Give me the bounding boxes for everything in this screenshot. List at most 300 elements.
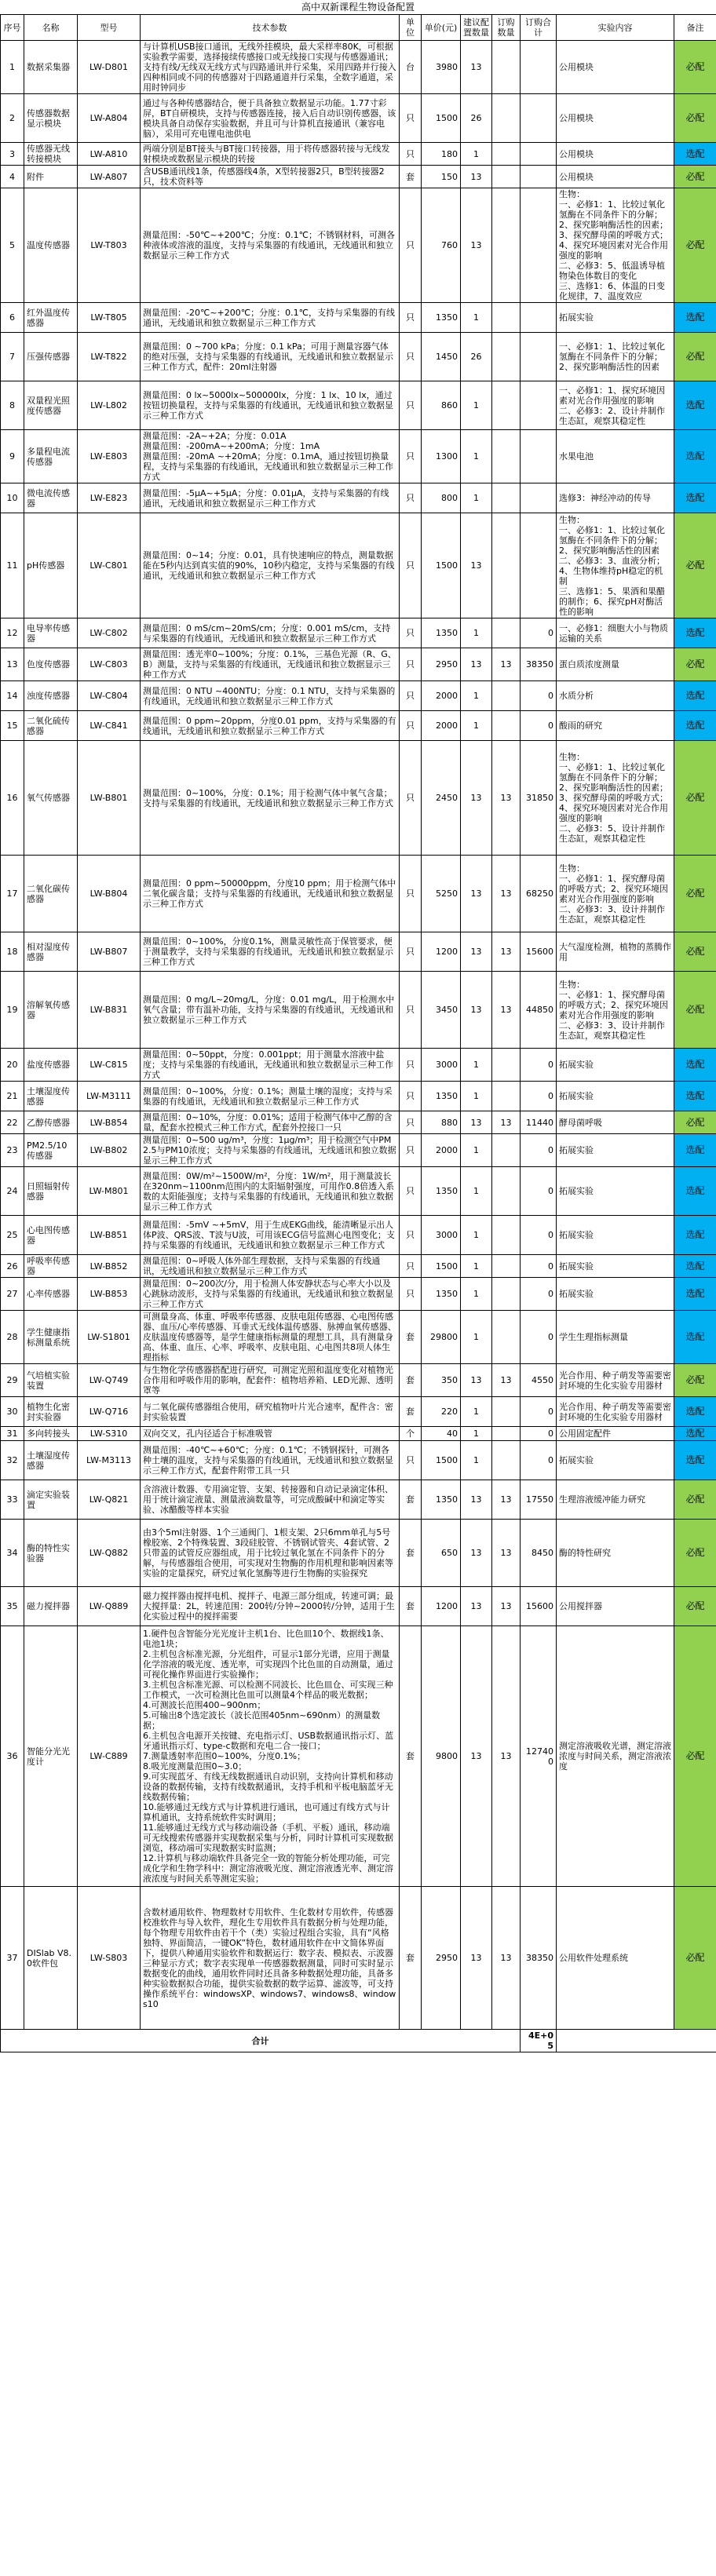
experiment-content: 公用固定配件 (557, 1427, 674, 1441)
unit-price: 2000 (422, 681, 461, 711)
unit-price: 2000 (422, 1134, 461, 1167)
unit-price: 1450 (422, 333, 461, 381)
equipment-name: 相对湿度传感器 (24, 932, 78, 972)
suggested-qty: 1 (461, 381, 492, 430)
config-note: 选配 (674, 1397, 716, 1427)
unit: 只 (400, 1082, 422, 1111)
experiment-content: 水果电池 (557, 430, 674, 483)
suggested-qty: 1 (461, 1441, 492, 1480)
table-row (1, 932, 716, 972)
suggested-qty: 13 (461, 1480, 492, 1520)
unit-price: 9800 (422, 1626, 461, 1887)
technical-spec: 由3个5ml注射器、1个三通阀门、1根支架、2只6mm单孔与5号橡胶塞、2个特殊装置、3段硅胶管、不锈钢试管夹、4套试管、2只带盖的试管反应器组成，用于比较过氧化氢在不同条件下的分解，与传感器组合使用，可实现对生物酶的作用机理和影响因素等实验的定量探究，研究过氧化氢酶等进行生物酶的实验探究 (141, 1520, 400, 1587)
unit-price: 860 (422, 381, 461, 430)
technical-spec: 测量范围：0 NTU ~400NTU；分度：0.1 NTU，支持与采集器的有线通讯，无线通讯和独立数据显示三种工作方式 (141, 681, 400, 711)
technical-spec: 与生物化学传感器搭配进行研究，可测定光照和温度变化对植物光合作用和呼吸作用的影响，配套件：植物培养箱、LED光源、透明罩等 (141, 1364, 400, 1397)
model-number: LW-B852 (78, 1255, 141, 1278)
table-row (1, 333, 716, 381)
config-note: 必配 (674, 1111, 716, 1134)
suggested-qty: 1 (461, 711, 492, 741)
experiment-content: 光合作用、种子萌发等需要密封环境的生化实验专用器材 (557, 1397, 674, 1427)
experiment-content: 拓展实验 (557, 1134, 674, 1167)
technical-spec: 测量范围：0~100%，分度0.1%，测量灵敏性高于保管要求，便于测量教学，支持与采集器的有线通讯，无线通讯和独立数据显示三种工作方式 (141, 932, 400, 972)
row-number: 34 (1, 1520, 24, 1587)
suggested-qty: 13 (461, 513, 492, 618)
model-number: LW-S1801 (78, 1311, 141, 1364)
order-total (521, 513, 557, 618)
experiment-content: 生物： 一、必修1：1、探究酵母菌的呼吸方式；2、探究环境因素对光合作用强度的影响 二、必修3：3、设计并制作生态缸，观察其稳定性 (557, 972, 674, 1049)
suggested-qty: 1 (461, 1134, 492, 1167)
model-number: LW-B801 (78, 741, 141, 856)
equipment-name: 温度传感器 (24, 188, 78, 303)
technical-spec: 含溶液计数器、专用滴定管、支架、转接器和自动记录滴定体积、用于统计滴定液量、测量液滴数量等，可完成酸碱中和滴定等实验、冰醋酸等样本实验 (141, 1480, 400, 1520)
equipment-name: 智能分光光度计 (24, 1626, 78, 1887)
config-note: 必配 (674, 741, 716, 856)
experiment-content: 公用搅拌器 (557, 1587, 674, 1626)
model-number: LW-B831 (78, 972, 141, 1049)
row-number: 20 (1, 1049, 24, 1082)
suggested-qty: 1 (461, 1427, 492, 1441)
table-row (1, 188, 716, 303)
unit: 只 (400, 143, 422, 166)
technical-spec: 测量范围：0~50ppt，分度：0.001ppt；用于测量水溶液中盐度；支持与采集器的有线通讯，无线通讯和独立数据显示三种工作方式 (141, 1049, 400, 1082)
order-qty: 13 (492, 972, 521, 1049)
order-qty (492, 1311, 521, 1364)
suggested-qty: 1 (461, 1167, 492, 1216)
config-note: 选配 (674, 1049, 716, 1082)
order-total (521, 188, 557, 303)
unit-price: 40 (422, 1427, 461, 1441)
suggested-qty: 26 (461, 94, 492, 143)
experiment-content: 选修3：神经冲动的传导 (557, 483, 674, 513)
equipment-name: PM2.5/10传感器 (24, 1134, 78, 1167)
unit-price: 220 (422, 1397, 461, 1427)
table-row (1, 1397, 716, 1427)
technical-spec: 测量范围：0~14；分度：0.01，具有快速响应的特点，测量数据能在5秒内达到真实值的90%，10秒内稳定，支持与采集器的有线通讯，无线通讯和独立数据显示三种工作方式 (141, 513, 400, 618)
experiment-content: 水质分析 (557, 681, 674, 711)
suggested-qty: 1 (461, 1216, 492, 1255)
suggested-qty: 1 (461, 1255, 492, 1278)
suggested-qty: 13 (461, 1587, 492, 1626)
unit: 只 (400, 513, 422, 618)
technical-spec: 测量范围：-40℃~+60℃；分度：0.1℃；不锈钢探针，可测各种土壤的温度，支持与采集器的有线通讯，无线通讯和独立数据显示三种工作方式，配套件附带工具一只 (141, 1441, 400, 1480)
row-number: 1 (1, 41, 24, 94)
order-total: 0 (521, 1311, 557, 1364)
order-qty (492, 143, 521, 166)
order-qty (492, 1441, 521, 1480)
unit-price: 1500 (422, 94, 461, 143)
technical-spec: 测量范围：0~10%，分度：0.01%；适用于检测气体中乙醇的含量，配套水控模式三种工作方式，配套外控接口一只 (141, 1111, 400, 1134)
equipment-name: 土壤湿度传感器 (24, 1441, 78, 1480)
row-number: 22 (1, 1111, 24, 1134)
unit-price: 760 (422, 188, 461, 303)
row-number: 16 (1, 741, 24, 856)
order-qty (492, 1216, 521, 1255)
table-row (1, 648, 716, 681)
order-total: 0 (521, 1397, 557, 1427)
equipment-name: 多向转接头 (24, 1427, 78, 1441)
order-total: 4550 (521, 1364, 557, 1397)
order-total: 38350 (521, 648, 557, 681)
column-header: 实验内容 (557, 15, 674, 41)
total-row (1, 2030, 716, 2052)
unit-price: 3980 (422, 41, 461, 94)
order-qty: 13 (492, 1626, 521, 1887)
model-number: LW-S803 (78, 1887, 141, 2030)
config-note: 选配 (674, 1255, 716, 1278)
column-header: 单位 (400, 15, 422, 41)
unit: 只 (400, 1049, 422, 1082)
technical-spec: 测量范围：-50℃~+200℃；分度：0.1℃；不锈钢材料，可测各种液体或溶液的温度，支持与采集器的有线通讯，无线通讯和独立数据显示三种工作方式 (141, 188, 400, 303)
unit: 只 (400, 483, 422, 513)
order-total: 0 (521, 1167, 557, 1216)
row-number: 6 (1, 303, 24, 333)
suggested-qty: 13 (461, 1364, 492, 1397)
order-total: 8450 (521, 1520, 557, 1587)
unit-price: 1500 (422, 513, 461, 618)
suggested-qty: 26 (461, 333, 492, 381)
suggested-qty: 13 (461, 856, 492, 932)
equipment-name: pH传感器 (24, 513, 78, 618)
model-number: LW-T822 (78, 333, 141, 381)
row-number: 15 (1, 711, 24, 741)
suggested-qty: 13 (461, 648, 492, 681)
order-total (521, 483, 557, 513)
unit-price: 1350 (422, 303, 461, 333)
row-number: 7 (1, 333, 24, 381)
column-header: 型号 (78, 15, 141, 41)
order-qty (492, 711, 521, 741)
order-qty: 13 (492, 1364, 521, 1397)
model-number: LW-B802 (78, 1134, 141, 1167)
config-note: 选配 (674, 618, 716, 648)
suggested-qty: 13 (461, 972, 492, 1049)
order-qty (492, 381, 521, 430)
row-number: 8 (1, 381, 24, 430)
model-number: LW-B807 (78, 932, 141, 972)
model-number: LW-C803 (78, 648, 141, 681)
row-number: 19 (1, 972, 24, 1049)
table-header-row (1, 15, 716, 41)
row-number: 11 (1, 513, 24, 618)
config-note: 选配 (674, 1441, 716, 1480)
order-total (521, 381, 557, 430)
table-row (1, 1167, 716, 1216)
unit: 只 (400, 856, 422, 932)
order-qty (492, 41, 521, 94)
equipment-name: 压强传感器 (24, 333, 78, 381)
technical-spec: 测量范围：0~100%，分度：0.1%；测量土壤的湿度；支持与采集器的有线通讯，无线通讯和独立数据显示三种工作方式 (141, 1082, 400, 1111)
unit: 套 (400, 1887, 422, 2030)
unit-price: 1350 (422, 1278, 461, 1311)
table-row (1, 741, 716, 856)
unit: 只 (400, 1111, 422, 1134)
config-note: 必配 (674, 513, 716, 618)
unit-price: 1500 (422, 1441, 461, 1480)
unit-price: 800 (422, 483, 461, 513)
unit: 只 (400, 1255, 422, 1278)
unit: 只 (400, 1134, 422, 1167)
order-qty (492, 483, 521, 513)
unit-price: 150 (422, 166, 461, 188)
row-number: 21 (1, 1082, 24, 1111)
table-row (1, 618, 716, 648)
order-qty (492, 333, 521, 381)
order-total (521, 166, 557, 188)
table-row (1, 1278, 716, 1311)
order-total (521, 41, 557, 94)
config-note: 选配 (674, 381, 716, 430)
order-total (521, 303, 557, 333)
config-note: 必配 (674, 1626, 716, 1887)
experiment-content: 拓展实验 (557, 1441, 674, 1480)
experiment-content: 生物： 一、必修1：1、比较过氧化氢酶在不同条件下的分解；2、探究影响酶活性的因素 二、必修3：3、血液分析；4、生物体维持pH稳定的机制 三、选修1：5、果酒和果醋的制作；6、探究pH对酶活性的影响 (557, 513, 674, 618)
equipment-name: 二氧化碳传感器 (24, 856, 78, 932)
order-total: 0 (521, 681, 557, 711)
row-number: 4 (1, 166, 24, 188)
unit-price: 1300 (422, 430, 461, 483)
row-number: 29 (1, 1364, 24, 1397)
config-note: 必配 (674, 932, 716, 972)
technical-spec: 测量范围：透光率0~100%；分度：0.1%，三基色光源（R、G、B）测量，支持与采集器的有线通讯，无线通讯和独立数据显示三种工作方式 (141, 648, 400, 681)
model-number: LW-T805 (78, 303, 141, 333)
equipment-name: 数据采集器 (24, 41, 78, 94)
unit: 个 (400, 1427, 422, 1441)
order-qty: 13 (492, 1520, 521, 1587)
unit-price: 1500 (422, 1255, 461, 1278)
column-header: 备注 (674, 15, 716, 41)
order-total: 0 (521, 1278, 557, 1311)
experiment-content: 一、必修1：1、比较过氧化氢酶在不同条件下的分解；2、探究影响酶活性的因素 (557, 333, 674, 381)
suggested-qty: 13 (461, 1887, 492, 2030)
equipment-name: 电导率传感器 (24, 618, 78, 648)
order-total: 15600 (521, 932, 557, 972)
unit: 套 (400, 1520, 422, 1587)
equipment-name: 微电流传感器 (24, 483, 78, 513)
order-total: 0 (521, 1441, 557, 1480)
order-qty: 13 (492, 932, 521, 972)
equipment-name: 溶解氧传感器 (24, 972, 78, 1049)
order-qty: 13 (492, 741, 521, 856)
suggested-qty: 13 (461, 41, 492, 94)
column-header: 建议配置数量 (461, 15, 492, 41)
experiment-content: 拓展实验 (557, 1167, 674, 1216)
unit: 只 (400, 381, 422, 430)
technical-spec: 双向交叉，孔内径适合于标准吸管 (141, 1427, 400, 1441)
order-total: 0 (521, 1082, 557, 1111)
unit: 套 (400, 1480, 422, 1520)
equipment-name: 乙醇传感器 (24, 1111, 78, 1134)
unit: 台 (400, 41, 422, 94)
experiment-content: 公用模块 (557, 41, 674, 94)
table-row (1, 1587, 716, 1626)
unit: 只 (400, 711, 422, 741)
unit-price: 180 (422, 143, 461, 166)
order-qty: 13 (492, 1887, 521, 2030)
row-number: 24 (1, 1167, 24, 1216)
technical-spec: 测量范围：0~100%，分度：0.1%；用于检测气体中氧气含量；支持与采集器的有线通讯，无线通讯和独立数据显示三种工作方式 (141, 741, 400, 856)
experiment-content: 公用模块 (557, 94, 674, 143)
order-qty (492, 681, 521, 711)
table-row (1, 513, 716, 618)
config-note: 必配 (674, 333, 716, 381)
table-row (1, 483, 716, 513)
technical-spec: 测量范围：-5mV ~+5mV，用于生成EKG曲线，能清晰显示出人体P波、QRS波、T波与U波，可用该ECG信号监测心电图变化；支持与采集器的有线通讯，无线通讯和独立数据显示三种工作方式 (141, 1216, 400, 1255)
row-number: 17 (1, 856, 24, 932)
order-qty (492, 1278, 521, 1311)
technical-spec: 1.硬件包含智能分光光度计主机1台、比色皿10个、数据线1条、电池1块； 2.主机包含标准光源，分光组件，可显示1部分光谱，应用于测量化学溶液的吸光度、透光率，可实现四个比色皿的自动测量，通过可视化操作界面进行实验操作； 3.主机包含标准光源、可以检测不同波长、比色皿仓、可实现三种工作模式，一次可检测比色皿可以测量4个样品的吸光数据； 4.可测波长范围400~900nm； 5.可输出8个选定波长（波长范围405nm~690nm）的测量数据； 6.主机包含电源开关按键、充电指示灯、USB数据通讯指示灯、蓝牙通讯指示灯、type-c数据和充电二合一接口； 7.测量透射率范围0~100%，分度0.1%； 8.吸光度测量范围0~3.0； 9.可实现蓝牙、有线无线数据通讯自动识别，支持向计算机和移动设备的数据传输，支持有线数据通讯，支持手机和平板电脑蓝牙无线数据传输； 10.能够通过无线方式与计算机进行通讯，也可通过有线方式与计算机通讯，支持系统软件实时调用； 11.能够通过无线方式与移动端设备（手机、平板）通讯，移动端可无线搜索传感器并实现数据采集与分析，同时计算机可实现数据浏览，移动端可实现数据实时监测； 12.计算机与移动端软件具备完全一致的智能分析处理功能，可完成化学和生物学科中：测定溶液吸光度、测定溶液透光率、测定溶液浓度与时间关系等测定实验； (141, 1626, 400, 1887)
model-number: LW-Q716 (78, 1397, 141, 1427)
model-number: LW-C801 (78, 513, 141, 618)
order-total (521, 333, 557, 381)
experiment-content: 拓展实验 (557, 1082, 674, 1111)
technical-spec: 测量范围：0~呼吸人体外部生理数据，支持与采集器的有线通讯，无线通讯和独立数据显示三种工作方式 (141, 1255, 400, 1278)
experiment-content: 拓展实验 (557, 303, 674, 333)
total-label: 合计 (1, 2030, 521, 2052)
table-row (1, 856, 716, 932)
equipment-name: 浊度传感器 (24, 681, 78, 711)
unit: 只 (400, 1441, 422, 1480)
model-number: LW-M3113 (78, 1441, 141, 1480)
equipment-name: 植物生化密封实验器 (24, 1397, 78, 1427)
unit-price: 1350 (422, 1480, 461, 1520)
model-number: LW-Q889 (78, 1587, 141, 1626)
config-note: 必配 (674, 856, 716, 932)
technical-spec: 测量范围：0W/m²~1500W/m²，分度：1W/m²，用于测量波长在320nm~1100nm范围内的太阳辐射强度，可用作0.8倍透入系数的太阳能强度；支持与采集器的有线通讯，无线通讯和独立数据显示三种工作方式 (141, 1167, 400, 1216)
technical-spec: 测量范围：0 lx~5000lx~500000lx，分度：1 lx、10 lx，通过按钮切换量程，支持与采集器的有线通讯，无线通讯和独立数据显示三种工作方式 (141, 381, 400, 430)
model-number: LW-Q821 (78, 1480, 141, 1520)
config-note: 选配 (674, 1082, 716, 1111)
equipment-name: 红外温度传感器 (24, 303, 78, 333)
config-note: 选配 (674, 1134, 716, 1167)
technical-spec: 测量范围：-20℃~+200℃；分度：0.1℃，支持与采集器的有线通讯，无线通讯和独立数据显示三种工作方式 (141, 303, 400, 333)
experiment-content: 生物： 一、必修1：1、比较过氧化氢酶在不同条件下的分解；2、探究影响酶活性的因素；3、探究酵母菌的呼吸方式；4、探究环境因素对光合作用强度的影响 二、必修3：5、低温诱导植物染色体数目的变化 三、选修1：6、体温的日变化规律，7、温度效应 (557, 188, 674, 303)
technical-spec: 含数材通用软件、物理数材专用软件、生化数材专用软件，传感器校准软件与导入软件，理化生专用软件具有数据分析与处理功能，每个物理专用软件由若干个（类）实验过程组合实验，具有“风格独特、界面简洁，一键OK”特色，数材通用软件在中文简体界面下，提供八种通用实验软件和数据运行：数字表、模拟表、示波器三种显示方式；数字表实现单一传感器数据测量，同时可实时显示数据变化的曲线，通用软件同时还具备多种数据处理功能，具备多种实验数据拟合功能，提供实验数据的数学运算、滤波等，可支持操作系统平台：windowsXP、windows7、windows8、windows10 (141, 1887, 400, 2030)
equipment-name: 多量程电流传感器 (24, 430, 78, 483)
suggested-qty: 13 (461, 1520, 492, 1587)
row-number: 9 (1, 430, 24, 483)
order-qty (492, 94, 521, 143)
table-row (1, 41, 716, 94)
order-qty: 13 (492, 1480, 521, 1520)
technical-spec: 含USB通讯线1条，传感器线4条，X型转接器2只，B型转接器2只，技术资料等 (141, 166, 400, 188)
technical-spec: 测量范围：-5μA~+5μA；分度：0.01μA，支持与采集器的有线通讯，无线通讯和独立数据显示三种工作方式 (141, 483, 400, 513)
model-number: LW-C841 (78, 711, 141, 741)
table-row (1, 1049, 716, 1082)
config-note: 必配 (674, 1587, 716, 1626)
unit-price: 350 (422, 1364, 461, 1397)
config-note: 选配 (674, 1167, 716, 1216)
technical-spec: 两端分别是BT接头与BT接口转接器，用于将传感器转接与无线发射模块或数据显示模块的转接 (141, 143, 400, 166)
equipment-name: 酶的特性实验器 (24, 1520, 78, 1587)
model-number: LW-A807 (78, 166, 141, 188)
column-header: 单价(元) (422, 15, 461, 41)
order-qty (492, 166, 521, 188)
equipment-name: 双量程光照度传感器 (24, 381, 78, 430)
unit-price: 2950 (422, 1887, 461, 2030)
table-row (1, 1520, 716, 1587)
config-note: 选配 (674, 711, 716, 741)
order-qty: 13 (492, 856, 521, 932)
unit: 只 (400, 94, 422, 143)
table-row (1, 1480, 716, 1520)
table-row (1, 1887, 716, 2030)
unit: 只 (400, 430, 422, 483)
model-number: LW-A804 (78, 94, 141, 143)
order-qty: 13 (492, 1111, 521, 1134)
order-total (521, 430, 557, 483)
unit-price: 2450 (422, 741, 461, 856)
order-total: 68250 (521, 856, 557, 932)
model-number: LW-A810 (78, 143, 141, 166)
row-number: 37 (1, 1887, 24, 2030)
technical-spec: 测量范围：0~200次/分，用于检测人体安静状态与心率大小以及心跳脉动波形，支持与采集器的有线通讯，无线通讯和独立数据显示三种工作方式 (141, 1278, 400, 1311)
row-number: 32 (1, 1441, 24, 1480)
config-note: 选配 (674, 1216, 716, 1255)
equipment-name: 色度传感器 (24, 648, 78, 681)
order-total: 0 (521, 618, 557, 648)
experiment-content: 生理溶液缓冲能力研究 (557, 1480, 674, 1520)
config-note: 必配 (674, 1887, 716, 2030)
order-total: 0 (521, 1134, 557, 1167)
order-total: 44850 (521, 972, 557, 1049)
experiment-content: 酶的特性研究 (557, 1520, 674, 1587)
unit-price: 1200 (422, 932, 461, 972)
order-qty (492, 188, 521, 303)
unit: 只 (400, 1167, 422, 1216)
row-number: 18 (1, 932, 24, 972)
model-number: LW-D801 (78, 41, 141, 94)
table-row (1, 1134, 716, 1167)
model-number: LW-B853 (78, 1278, 141, 1311)
config-note: 必配 (674, 188, 716, 303)
order-total: 0 (521, 1427, 557, 1441)
model-number: LW-Q749 (78, 1364, 141, 1397)
equipment-name: 附件 (24, 166, 78, 188)
table-row (1, 711, 716, 741)
row-number: 30 (1, 1397, 24, 1427)
equipment-name: 心电图传感器 (24, 1216, 78, 1255)
experiment-content: 拓展实验 (557, 1255, 674, 1278)
unit-price: 1350 (422, 1082, 461, 1111)
order-total (521, 143, 557, 166)
column-header: 名称 (24, 15, 78, 41)
order-total: 0 (521, 1049, 557, 1082)
model-number: LW-E803 (78, 430, 141, 483)
suggested-qty: 1 (461, 618, 492, 648)
config-note: 必配 (674, 1520, 716, 1587)
experiment-content: 大气湿度检测，植物的蒸腾作用 (557, 932, 674, 972)
order-total: 17550 (521, 1480, 557, 1520)
config-note: 选配 (674, 1427, 716, 1441)
row-number: 27 (1, 1278, 24, 1311)
equipment-name: 气培植实验装置 (24, 1364, 78, 1397)
column-header: 订购合计 (521, 15, 557, 41)
order-total: 11440 (521, 1111, 557, 1134)
row-number: 14 (1, 681, 24, 711)
technical-spec: 测量范围：0 ppm~50000ppm，分度10 ppm；用于检测气体中二氧化碳含量；支持与采集器的有线通讯，无线通讯和独立数据显示三种工作方式 (141, 856, 400, 932)
experiment-content: 一、必修1：细胞大小与物质运输的关系 (557, 618, 674, 648)
suggested-qty: 1 (461, 1397, 492, 1427)
equipment-name: 氧气传感器 (24, 741, 78, 856)
suggested-qty: 1 (461, 303, 492, 333)
order-total (521, 94, 557, 143)
order-total: 0 (521, 1255, 557, 1278)
row-number: 26 (1, 1255, 24, 1278)
suggested-qty: 1 (461, 430, 492, 483)
order-total: 31850 (521, 741, 557, 856)
experiment-content: 公用模块 (557, 143, 674, 166)
